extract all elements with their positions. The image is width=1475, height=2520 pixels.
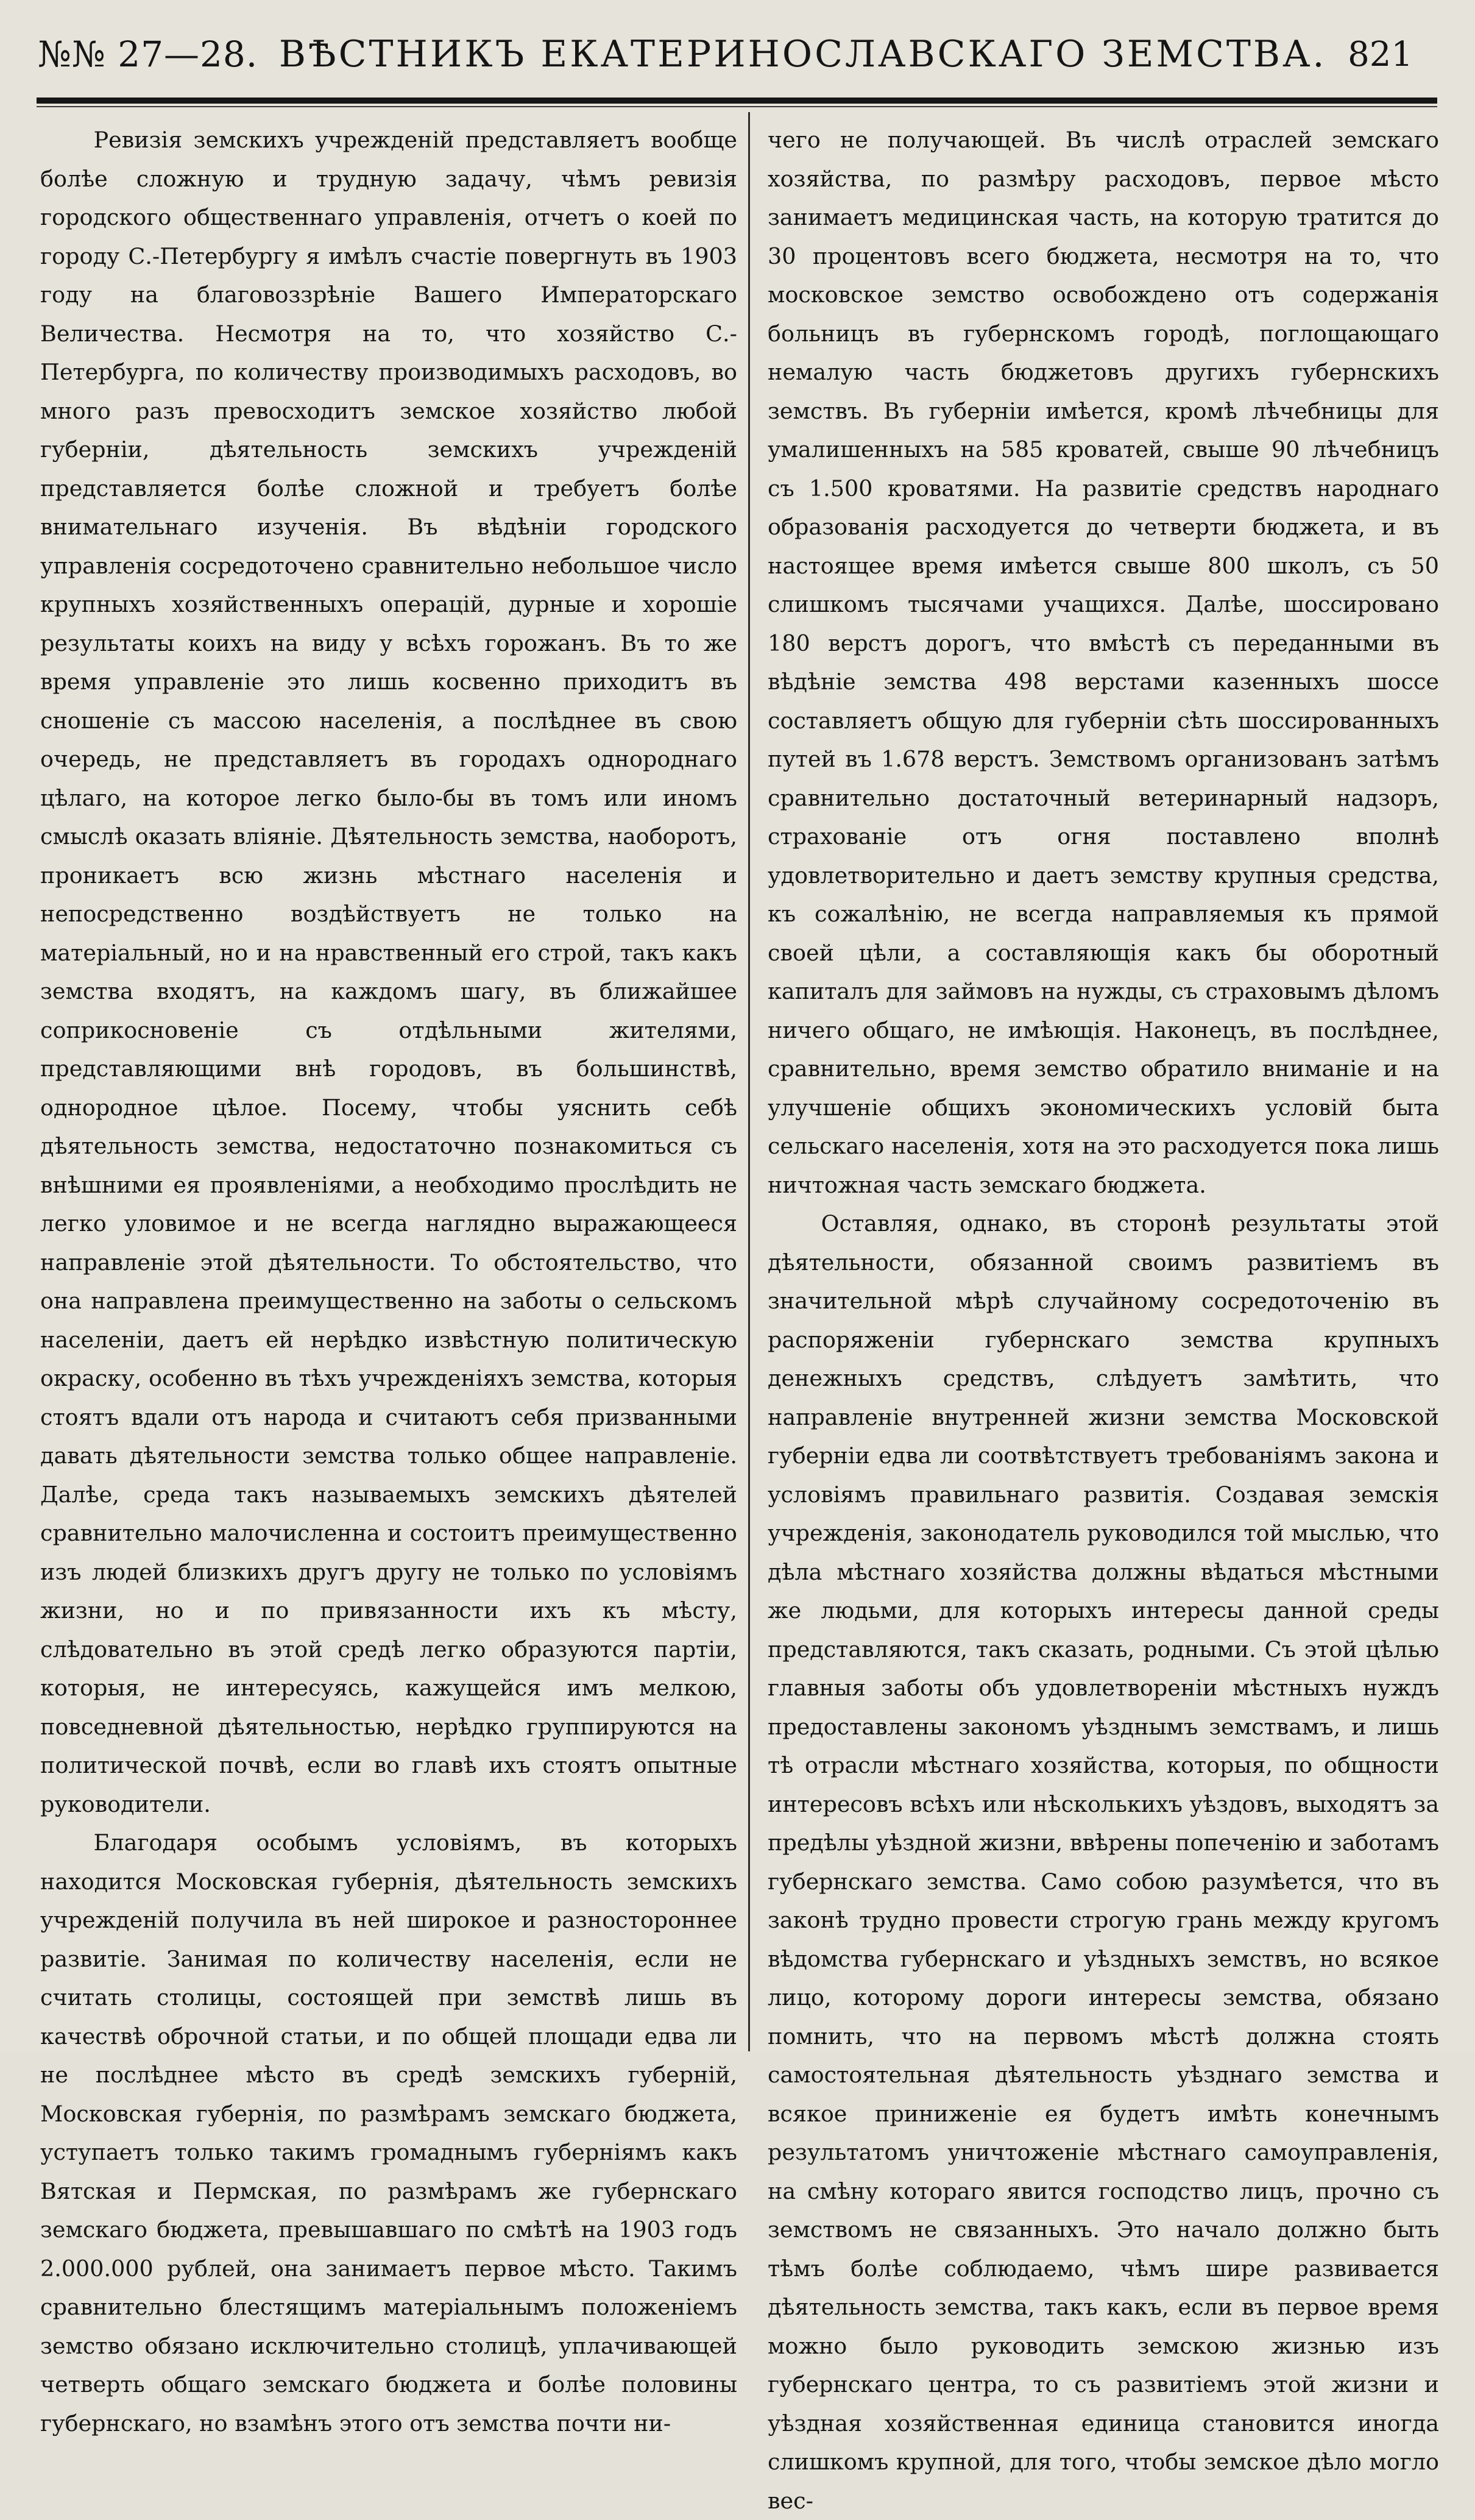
left-paragraph-1: Ревизія земскихъ учрежденій представляетъ вообще болѣе сложную и трудную задачу, чѣмъ ревизія городского общественнаго управленія, отчетъ о коей по городу С.-Петербургу я имѣлъ счастіе повергнуть въ 1903 году на благовоззрѣніе Вашего Императорскаго Величества. Несмотря на то, что хозяйство С.-Петербурга, по количеству производимыхъ расходовъ, во много разъ превосходитъ земское хозяйство любой губерніи, дѣятельность земскихъ учрежденій представляется болѣе сложной и требуетъ болѣе внимательнаго изученія. Въ вѣдѣніи городского управленія сосредоточено сравнительно небольшое число крупныхъ хозяйственныхъ операцій, дурные и хорошіе результаты коихъ на виду у всѣхъ горожанъ. Въ то же время управленіе это лишь косвенно приходитъ въ сношеніе съ массою населенія, а послѣднее въ свою очередь, не представляетъ въ городахъ однороднаго цѣлаго, на которое легко было-бы въ томъ или иномъ смыслѣ оказать вліяніе. Дѣятельность земства, наоборотъ, проникаетъ всю жизнь мѣстнаго населенія и непосредственно воздѣйствуетъ не только на матеріальный, но и на нравственный его строй, такъ какъ земства входятъ, на каждомъ шагу, въ ближайшее соприкосновеніе съ отдѣльными жителями, представляющими внѣ городовъ, въ большинствѣ, однородное цѣлое. Посему, чтобы уяснить себѣ дѣятельность земства, недостаточно познакомиться съ внѣшними ея проявленіями, а необходимо прослѣдить не легко уловимое и не всегда наглядно выражающееся направленіе этой дѣятельности. То обстоятельство, что она направлена преимущественно на заботы о сельскомъ населеніи, даетъ ей нерѣдко извѣстную политическую окраску, особенно въ тѣхъ учрежденіяхъ земства, которыя стоятъ вдали отъ народа и считаютъ себя призванными давать дѣятельности земства только общее направленіе. Далѣе, среда такъ называемыхъ земскихъ дѣятелей сравнительно малочисленна и состоитъ преимущественно изъ людей близкихъ другъ другу не только по условіямъ жизни, но и по привязанности ихъ къ мѣсту, слѣдовательно въ этой средѣ легко образуются партіи, которыя, не интересуясь, кажущейся имъ мелкою, повседневной дѣятельностью, нерѣдко группируются на политической почвѣ, если во главѣ ихъ стоятъ опытные руководители. bbox=[40, 127, 737, 1817]
right-paragraph-2: Оставляя, однако, въ сторонѣ результаты этой дѣятельности, обязанной своимъ развитіемъ въ значительной мѣрѣ случайному сосредоточенію въ распоряженіи губернскаго земства крупныхъ денежныхъ средствъ, слѣдуетъ замѣтить, что направленіе внутренней жизни земства Московской губерніи едва ли соотвѣтствуетъ требованіямъ закона и условіямъ правильнаго развитія. Создавая земскія учрежденія, законодатель руководился той мыслью, что дѣла мѣстнаго хозяйства должны вѣдаться мѣстными же людьми, для которыхъ интересы данной среды представляются, такъ сказать, родными. Съ этой цѣлью главныя заботы объ удовлетвореніи мѣстныхъ нуждъ предоставлены закономъ уѣзднымъ земствамъ, и лишь тѣ отрасли мѣстнаго хозяйства, которыя, по общности интересовъ всѣхъ или нѣсколькихъ уѣздовъ, выходятъ за предѣлы уѣздной жизни, ввѣрены попеченію и заботамъ губернскаго земства. Само собою разумѣется, что въ законѣ трудно провести строгую грань между кругомъ вѣдомства губернскаго и уѣздныхъ земствъ, но всякое лицо, которому дороги интересы земства, обязано помнить, что на первомъ мѣстѣ должна стоять самостоятельная дѣятельность уѣзднаго земства и всякое приниженіе ея будетъ имѣть конечнымъ результатомъ уничтоженіе мѣстнаго самоуправленія, на смѣну котораго явится господство лицъ, прочно съ земствомъ не связанныхъ. Это начало должно быть тѣмъ болѣе соблюдаемо, чѣмъ шире развивается дѣятельность земства, такъ какъ, если въ первое время можно было руководить земскою жизнью изъ губернскаго центра, то съ развитіемъ этой жизни и уѣздная хозяйственная единица становится иногда слишкомъ крупной, для того, чтобы земское дѣло могло вес- bbox=[768, 1210, 1439, 2514]
page-number: 821 bbox=[1348, 34, 1413, 74]
column-divider bbox=[748, 112, 750, 2051]
journal-title: ВѢСТНИКЪ ЕКАТЕРИНОСЛАВСКАГО ЗЕМСТВА. bbox=[278, 33, 1327, 76]
issue-number: №№ 27—28. bbox=[38, 34, 258, 75]
left-paragraph-2: Благодаря особымъ условіямъ, въ которыхъ находится Московская губернія, дѣятельность земскихъ учрежденій получила въ ней широкое и разностороннее развитіе. Занимая по количеству населенія, если не считать столицы, состоящей при земствѣ лишь въ качествѣ оброчной статьи, и по общей площади едва ли не послѣднее мѣсто въ средѣ земскихъ губерній, Московская губернія, по размѣрамъ земскаго бюджета, уступаетъ только такимъ громаднымъ губерніямъ какъ Вятская и Пермская, по размѣрамъ же губернскаго земскаго бюджета, превышавшаго по смѣтѣ на 1903 годъ 2.000.000 рублей, она занимаетъ первое мѣсто. Такимъ сравнительно блестящимъ матеріальнымъ положеніемъ земство обязано исключительно столицѣ, уплачивающей четверть общаго земскаго бюджета и болѣе половины губернскаго, но взамѣнъ этого отъ земства почти ни- bbox=[40, 1830, 737, 2437]
header-rule bbox=[37, 98, 1437, 104]
left-column bbox=[40, 121, 737, 2437]
right-column bbox=[768, 121, 1439, 2514]
right-paragraph-1: чего не получающей. Въ числѣ отраслей земскаго хозяйства, по размѣру расходовъ, первое мѣсто занимаетъ медицинская часть, на которую тратится до 30 процентовъ всего бюджета, несмотря на то, что московское земство освобождено отъ содержанія больницъ въ губернскомъ городѣ, поглощающаго немалую часть бюджетовъ другихъ губернскихъ земствъ. Въ губерніи имѣется, кромѣ лѣчебницы для умалишенныхъ на 585 кроватей, свыше 90 лѣчебницъ съ 1.500 кроватями. На развитіе средствъ народнаго образованія расходуется до четверти бюджета, и въ настоящее время имѣется свыше 800 школъ, съ 50 слишкомъ тысячами учащихся. Далѣе, шоссировано 180 верстъ дорогъ, что вмѣстѣ съ переданными въ вѣдѣніе земства 498 верстами казенныхъ шоссе составляетъ общую для губерніи сѣть шоссированныхъ путей въ 1.678 верстъ. Земствомъ организованъ затѣмъ сравнительно достаточный ветеринарный надзоръ, страхованіе отъ огня поставлено вполнѣ удовлетворительно и даетъ земству крупныя средства, къ сожалѣнію, не всегда направляемыя къ прямой своей цѣли, а составляющія какъ бы оборотный капиталъ для займовъ на нужды, съ страховымъ дѣломъ ничего общаго, не имѣющія. Наконецъ, въ послѣднее, сравнительно, время земство обратило вниманіе и на улучшеніе общихъ экономическихъ условій быта сельскаго населенія, хотя на это расходуется пока лишь ничтожная часть земскаго бюджета. bbox=[768, 127, 1439, 1198]
header-rule-thin bbox=[37, 106, 1437, 107]
page-header bbox=[38, 27, 1437, 82]
